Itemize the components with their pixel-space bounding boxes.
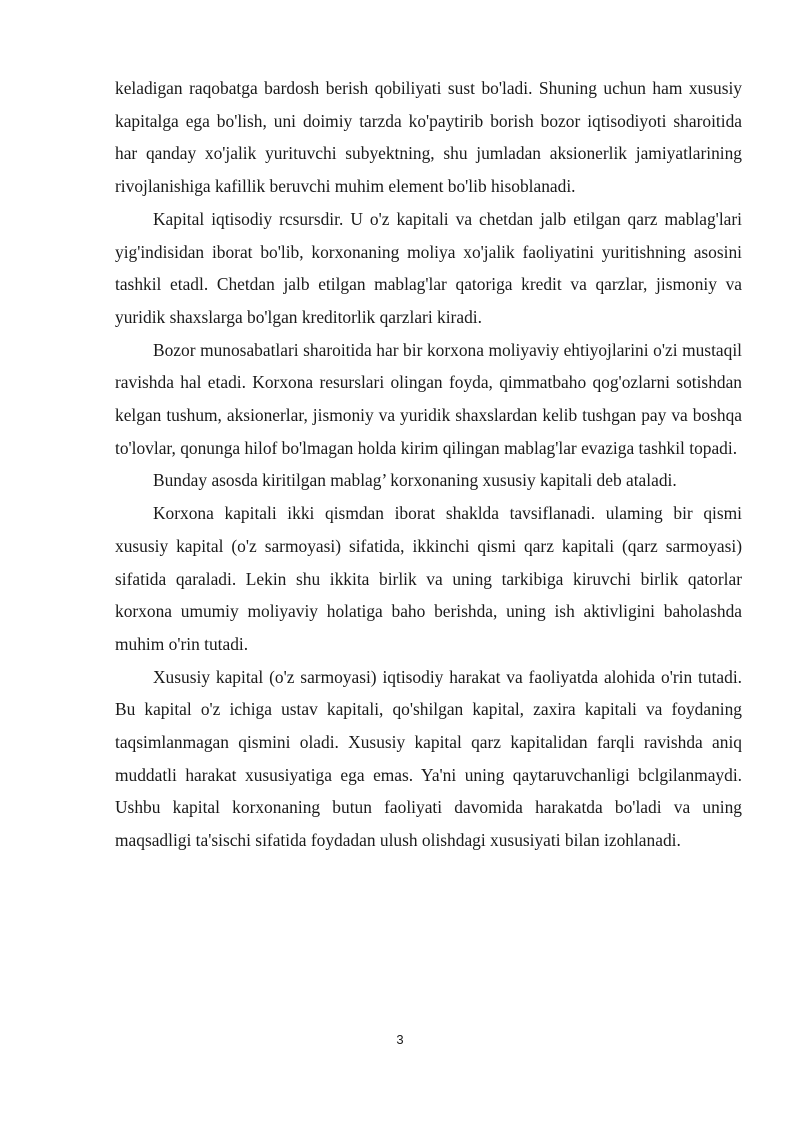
paragraph-own-capital-definition: Bunday asosda kiritilgan mablag’ korxonaning xususiy kapitali deb ataladi. xyxy=(153,470,677,491)
paragraph-capital-parts: Korxona kapitali ikki qismdan iborat shaklda tavsiflanadi. ulaming bir qismi xususiy kapital (o'z sarmoyasi) sifatida, ikkinchi qismi qarz kapitali (qarz sarmoyasi) sifatida qaraladi. Lekin shu ikkita birlik va uning tarkibiga kiruvchi birlik qatorlar korxona umumiy moliyaviy holatiga baho berishda, uning ish aktivligini baholashda muhim o'rin tutadi. xyxy=(115,503,742,654)
paragraph-market-relations: Bozor munosabatlari sharoitida har bir korxona moliyaviy ehtiyojlarini o'zi mustaqil ravishda hal etadi. Korxona resurslari olingan foyda, qimmatbaho qog'ozlarni sotishdan kelgan tushum, aksionerlar, jismoniy va yuridik shaxslardan kelib tushgan pay va boshqa to'lovlar, qonunga hilof bo'lmagan holda kirim qilingan mablag'lar evaziga tashkil topadi. xyxy=(115,339,742,458)
paragraph-continuation: keladigan raqobatga bardosh berish qobiliyati sust bo'ladi. Shuning uchun ham xususiy kapitalga ega bo'lish, uni doimiy tarzda ko'paytirib borish bozor iqtisodiyoti sharoitida har qanday xo'jalik yurituvchi subyektning, shu jumladan aksionerlik jamiyatlarining rivojlanishiga kafillik beruvchi muhim element bo'lib hisoblanadi. xyxy=(115,78,742,197)
body-text xyxy=(115,72,742,857)
page-number: 3 xyxy=(396,1032,404,1047)
paragraph-own-capital-role: Xususiy kapital (o'z sarmoyasi) iqtisodiy harakat va faoliyatda alohida o'rin tutadi. Bu kapital o'z ichiga ustav kapitali, qo'shilgan kapital, zaxira kapitali va foydaning taqsimlanmagan qismini oladi. Xususiy kapital qarz kapitalidan farqli ravishda aniq muddatli harakat xususiyatiga ega emas. Ya'ni uning qaytaruvchanligi bclgilanmaydi. Ushbu kapital korxonaning butun faoliyati davomida harakatda bo'ladi va uning maqsadligi ta'sischi sifatida foydadan ulush olishdagi xususiyati bilan izohlanadi. xyxy=(115,666,742,851)
paragraph-capital-resource: Kapital iqtisodiy rcsursdir. U o'z kapitali va chetdan jalb etilgan qarz mablag'lari yig'indisidan iborat bo'lib, korxonaning moliya xo'jalik faoliyatini yuritishning asosini tashkil etadl. Chetdan jalb etilgan mablag'lar qatoriga kredit va qarzlar, jismoniy va yuridik shaxslarga bo'lgan kreditorlik qarzlari kiradi. xyxy=(115,208,742,327)
